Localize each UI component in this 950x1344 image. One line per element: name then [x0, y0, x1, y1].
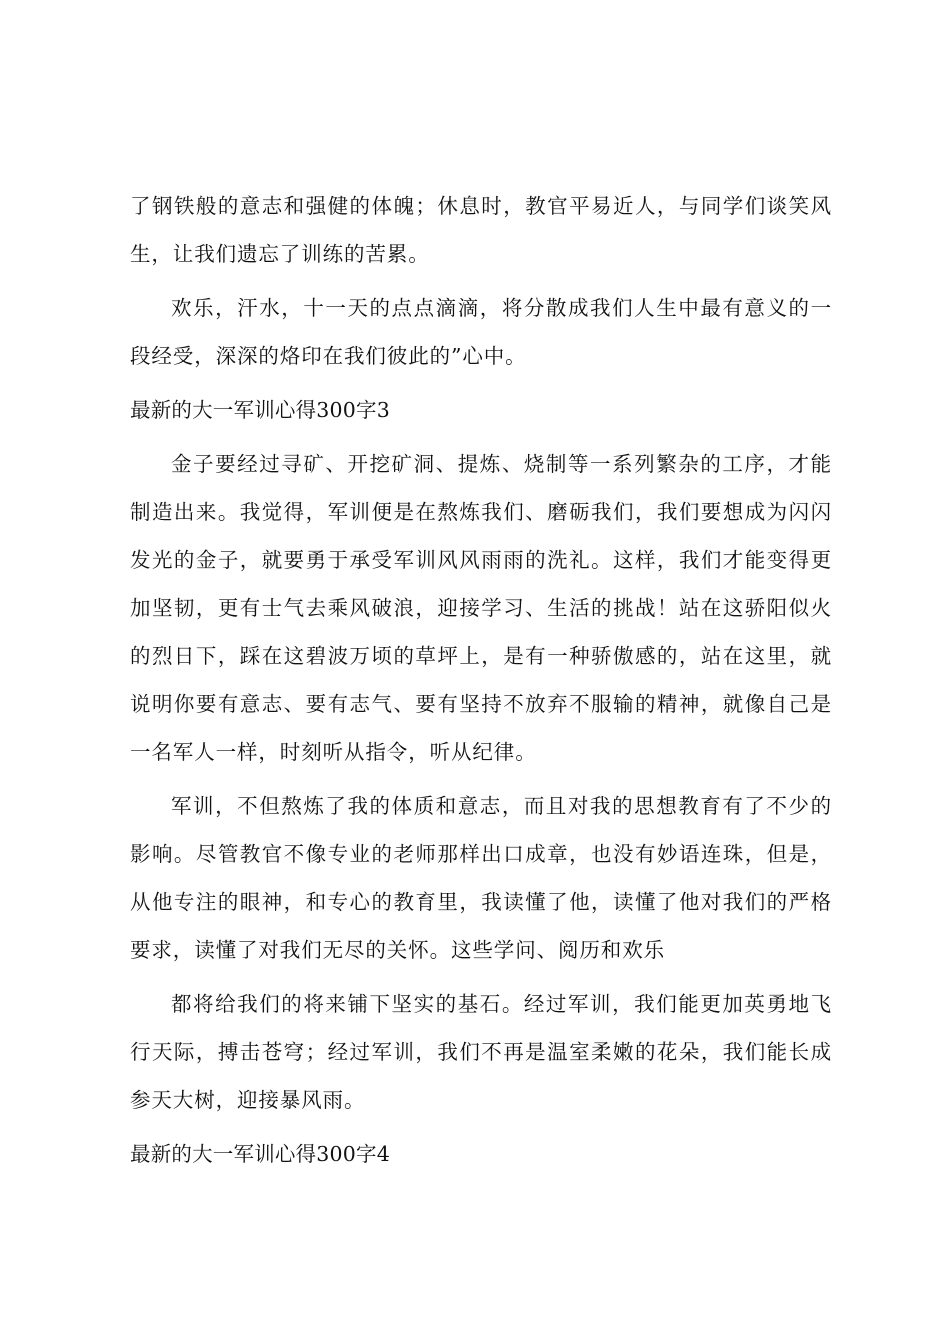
paragraph: 金子要经过寻矿、开挖矿洞、提炼、烧制等一系列繁杂的工序，才能制造出来。我觉得，军训便是在熬炼我们、磨砺我们，我们要想成为闪闪发光的金子，就要勇于承受军训风风雨雨的洗礼。这样，我们才能变得更加坚韧，更有士气去乘风破浪，迎接学习、生活的挑战！站在这骄阳似火的烈日下，踩在这碧波万顷的草坪上，是有一种骄傲感的，站在这里，就说明你要有意志、要有志气、要有坚持不放弃不服输的精神，就像自己是一名军人一样，时刻听从指令，听从纪律。 [130, 452, 832, 764]
paragraph: 军训，不但熬炼了我的体质和意志，而且对我的思想教育有了不少的影响。尽管教官不像专业的老师那样出口成章，也没有妙语连珠，但是，从他专注的眼神，和专心的教育里，我读懂了他，读懂了他对我们的严格要求，读懂了对我们无尽的关怀。这些学问、阅历和欢乐 [130, 794, 832, 962]
paragraph: 都将给我们的将来铺下坚实的基石。经过军训，我们能更加英勇地飞行天际，搏击苍穹；经过军训，我们不再是温室柔嫩的花朵，我们能长成参天大树，迎接暴风雨。 [130, 992, 832, 1112]
paragraph: 欢乐，汗水，十一天的点点滴滴，将分散成我们人生中最有意义的一段经受，深深的烙印在我们彼此的”心中。 [130, 296, 832, 368]
document-body [130, 182, 832, 1184]
section-heading: 最新的大一军训心得300字4 [130, 1142, 390, 1166]
section-heading: 最新的大一军训心得300字3 [130, 398, 390, 422]
paragraph: 了钢铁般的意志和强健的体魄；休息时，教官平易近人，与同学们谈笑风生，让我们遗忘了训练的苦累。 [130, 194, 832, 266]
